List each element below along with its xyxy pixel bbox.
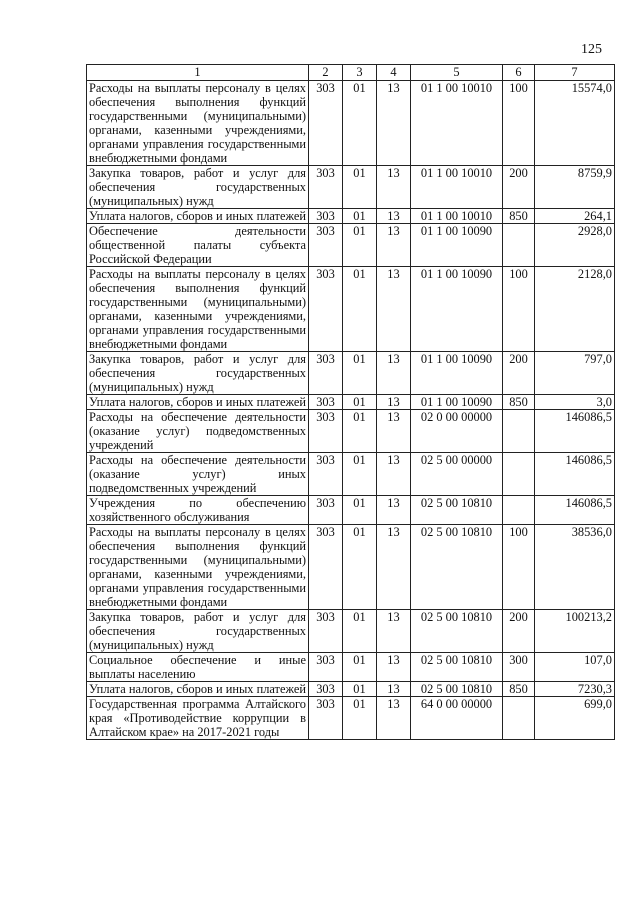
cell-expense-type-code: 100 bbox=[503, 525, 535, 610]
cell-expense-type-code: 300 bbox=[503, 653, 535, 682]
cell-ministry-code: 303 bbox=[309, 267, 343, 352]
cell-target-code: 01 1 00 10010 bbox=[411, 209, 503, 224]
column-header: 2 bbox=[309, 65, 343, 81]
table-row bbox=[87, 209, 615, 224]
cell-section-code: 01 bbox=[343, 395, 377, 410]
column-header: 6 bbox=[503, 65, 535, 81]
cell-target-code: 01 1 00 10090 bbox=[411, 395, 503, 410]
cell-expense-type-code: 200 bbox=[503, 610, 535, 653]
cell-amount: 699,0 bbox=[535, 697, 615, 740]
cell-section-code: 01 bbox=[343, 352, 377, 395]
page-number: 125 bbox=[581, 42, 602, 57]
cell-subsection-code: 13 bbox=[377, 224, 411, 267]
cell-section-code: 01 bbox=[343, 224, 377, 267]
cell-expense-type-code: 200 bbox=[503, 166, 535, 209]
table-row bbox=[87, 610, 615, 653]
cell-target-code: 02 5 00 10810 bbox=[411, 682, 503, 697]
row-description: Обеспечение деятельности общественной палаты субъекта Российской Федерации bbox=[87, 224, 309, 267]
column-header: 5 bbox=[411, 65, 503, 81]
table-row bbox=[87, 682, 615, 697]
cell-target-code: 02 5 00 10810 bbox=[411, 496, 503, 525]
cell-ministry-code: 303 bbox=[309, 653, 343, 682]
row-description: Уплата налогов, сборов и иных платежей bbox=[87, 395, 309, 410]
cell-expense-type-code bbox=[503, 224, 535, 267]
cell-amount: 2928,0 bbox=[535, 224, 615, 267]
column-header: 4 bbox=[377, 65, 411, 81]
row-description: Государственная программа Алтайского края «Противодействие коррупции в Алтайском крае» на 2017-2021 годы bbox=[87, 697, 309, 740]
row-description: Закупка товаров, работ и услуг для обеспечения государственных (муниципальных) нужд bbox=[87, 352, 309, 395]
cell-subsection-code: 13 bbox=[377, 525, 411, 610]
cell-amount: 797,0 bbox=[535, 352, 615, 395]
cell-amount: 146086,5 bbox=[535, 410, 615, 453]
cell-section-code: 01 bbox=[343, 410, 377, 453]
cell-section-code: 01 bbox=[343, 610, 377, 653]
cell-ministry-code: 303 bbox=[309, 224, 343, 267]
table-row bbox=[87, 352, 615, 395]
cell-subsection-code: 13 bbox=[377, 697, 411, 740]
cell-target-code: 01 1 00 10090 bbox=[411, 267, 503, 352]
cell-target-code: 01 1 00 10010 bbox=[411, 81, 503, 166]
cell-subsection-code: 13 bbox=[377, 410, 411, 453]
budget-table bbox=[86, 64, 615, 740]
cell-expense-type-code: 100 bbox=[503, 267, 535, 352]
cell-subsection-code: 13 bbox=[377, 453, 411, 496]
cell-subsection-code: 13 bbox=[377, 81, 411, 166]
cell-expense-type-code: 850 bbox=[503, 682, 535, 697]
table-row bbox=[87, 81, 615, 166]
cell-expense-type-code: 850 bbox=[503, 395, 535, 410]
cell-target-code: 02 0 00 00000 bbox=[411, 410, 503, 453]
row-description: Расходы на обеспечение деятельности (оказание услуг) иных подведомственных учреждений bbox=[87, 453, 309, 496]
cell-subsection-code: 13 bbox=[377, 653, 411, 682]
cell-amount: 100213,2 bbox=[535, 610, 615, 653]
cell-expense-type-code: 200 bbox=[503, 352, 535, 395]
cell-target-code: 02 5 00 10810 bbox=[411, 653, 503, 682]
cell-subsection-code: 13 bbox=[377, 395, 411, 410]
cell-section-code: 01 bbox=[343, 209, 377, 224]
cell-amount: 38536,0 bbox=[535, 525, 615, 610]
cell-ministry-code: 303 bbox=[309, 395, 343, 410]
cell-amount: 146086,5 bbox=[535, 453, 615, 496]
row-description: Закупка товаров, работ и услуг для обеспечения государственных (муниципальных) нужд bbox=[87, 610, 309, 653]
cell-ministry-code: 303 bbox=[309, 496, 343, 525]
cell-target-code: 01 1 00 10090 bbox=[411, 224, 503, 267]
cell-subsection-code: 13 bbox=[377, 496, 411, 525]
cell-section-code: 01 bbox=[343, 697, 377, 740]
table-row bbox=[87, 697, 615, 740]
row-description: Учреждения по обеспечению хозяйственного обслуживания bbox=[87, 496, 309, 525]
cell-target-code: 02 5 00 10810 bbox=[411, 525, 503, 610]
row-description: Уплата налогов, сборов и иных платежей bbox=[87, 209, 309, 224]
column-header: 3 bbox=[343, 65, 377, 81]
cell-amount: 264,1 bbox=[535, 209, 615, 224]
cell-ministry-code: 303 bbox=[309, 352, 343, 395]
cell-target-code: 02 5 00 00000 bbox=[411, 453, 503, 496]
cell-subsection-code: 13 bbox=[377, 682, 411, 697]
cell-subsection-code: 13 bbox=[377, 209, 411, 224]
cell-ministry-code: 303 bbox=[309, 209, 343, 224]
cell-target-code: 01 1 00 10090 bbox=[411, 352, 503, 395]
cell-expense-type-code bbox=[503, 496, 535, 525]
cell-amount: 15574,0 bbox=[535, 81, 615, 166]
cell-ministry-code: 303 bbox=[309, 81, 343, 166]
column-header: 1 bbox=[87, 65, 309, 81]
table-row bbox=[87, 224, 615, 267]
cell-ministry-code: 303 bbox=[309, 682, 343, 697]
cell-section-code: 01 bbox=[343, 166, 377, 209]
cell-target-code: 64 0 00 00000 bbox=[411, 697, 503, 740]
table-row bbox=[87, 496, 615, 525]
cell-section-code: 01 bbox=[343, 525, 377, 610]
row-description: Расходы на выплаты персоналу в целях обеспечения выполнения функций государственными (муниципальными) органами, казенными учреждениями, органами управления государственными внебюджетными фондами bbox=[87, 267, 309, 352]
cell-section-code: 01 bbox=[343, 81, 377, 166]
column-header: 7 bbox=[535, 65, 615, 81]
cell-subsection-code: 13 bbox=[377, 610, 411, 653]
table-row bbox=[87, 410, 615, 453]
cell-expense-type-code: 850 bbox=[503, 209, 535, 224]
cell-amount: 2128,0 bbox=[535, 267, 615, 352]
cell-expense-type-code bbox=[503, 697, 535, 740]
cell-target-code: 02 5 00 10810 bbox=[411, 610, 503, 653]
cell-section-code: 01 bbox=[343, 453, 377, 496]
cell-section-code: 01 bbox=[343, 496, 377, 525]
cell-expense-type-code bbox=[503, 410, 535, 453]
cell-subsection-code: 13 bbox=[377, 166, 411, 209]
cell-subsection-code: 13 bbox=[377, 352, 411, 395]
cell-target-code: 01 1 00 10010 bbox=[411, 166, 503, 209]
cell-ministry-code: 303 bbox=[309, 610, 343, 653]
cell-amount: 7230,3 bbox=[535, 682, 615, 697]
cell-expense-type-code bbox=[503, 453, 535, 496]
row-description: Расходы на выплаты персоналу в целях обеспечения выполнения функций государственными (муниципальными) органами, казенными учреждениями, органами управления государственными внебюджетными фондами bbox=[87, 81, 309, 166]
cell-subsection-code: 13 bbox=[377, 267, 411, 352]
table-row bbox=[87, 267, 615, 352]
table-row bbox=[87, 653, 615, 682]
table-row bbox=[87, 166, 615, 209]
cell-amount: 146086,5 bbox=[535, 496, 615, 525]
cell-amount: 8759,9 bbox=[535, 166, 615, 209]
cell-section-code: 01 bbox=[343, 653, 377, 682]
row-description: Закупка товаров, работ и услуг для обеспечения государственных (муниципальных) нужд bbox=[87, 166, 309, 209]
table-header-row bbox=[87, 65, 615, 81]
cell-amount: 107,0 bbox=[535, 653, 615, 682]
cell-ministry-code: 303 bbox=[309, 453, 343, 496]
cell-ministry-code: 303 bbox=[309, 525, 343, 610]
cell-ministry-code: 303 bbox=[309, 697, 343, 740]
cell-section-code: 01 bbox=[343, 267, 377, 352]
cell-ministry-code: 303 bbox=[309, 410, 343, 453]
table-row bbox=[87, 395, 615, 410]
cell-ministry-code: 303 bbox=[309, 166, 343, 209]
row-description: Социальное обеспечение и иные выплаты населению bbox=[87, 653, 309, 682]
row-description: Расходы на обеспечение деятельности (оказание услуг) подведомственных учреждений bbox=[87, 410, 309, 453]
row-description: Уплата налогов, сборов и иных платежей bbox=[87, 682, 309, 697]
cell-amount: 3,0 bbox=[535, 395, 615, 410]
table-row bbox=[87, 453, 615, 496]
cell-expense-type-code: 100 bbox=[503, 81, 535, 166]
row-description: Расходы на выплаты персоналу в целях обеспечения выполнения функций государственными (муниципальными) органами, казенными учреждениями, органами управления государственными внебюджетными фондами bbox=[87, 525, 309, 610]
cell-section-code: 01 bbox=[343, 682, 377, 697]
table-row bbox=[87, 525, 615, 610]
